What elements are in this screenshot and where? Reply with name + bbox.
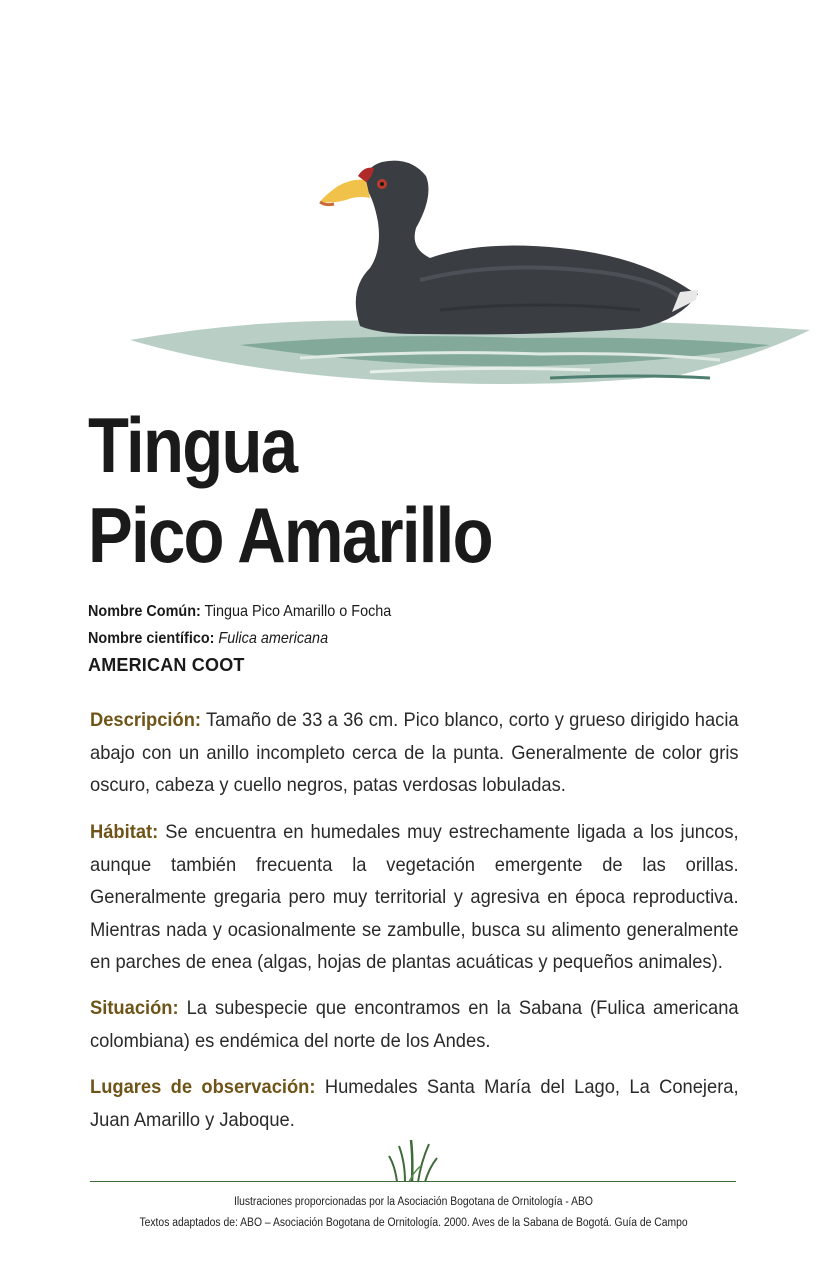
- section-label: Situación:: [90, 997, 179, 1019]
- section-status: [90, 992, 739, 1057]
- scientific-name-value: Fulica americana: [218, 630, 329, 647]
- footer-divider: [90, 1181, 736, 1182]
- section-text: La subespecie que encontramos en la Sabana (Fulica americana colombiana) es endémica del norte de los Andes.: [90, 997, 739, 1052]
- footer-credit-texts: Textos adaptados de: ABO – Asociación Bogotana de Ornitología. 2000. Aves de la Sabana de Bogotá. Guía de Campo: [139, 1217, 688, 1229]
- american-coot-illustration: [120, 140, 820, 400]
- title-line-2: Pico Amarillo: [88, 491, 492, 579]
- grass-icon: [385, 1136, 443, 1184]
- coot-body: [356, 161, 698, 335]
- section-text: Humedales Santa María del Lago, La Conejera, Juan Amarillo y Jaboque.: [90, 1076, 739, 1131]
- common-name-row: [88, 598, 391, 625]
- footer-credit-illustrations: Ilustraciones proporcionadas por la Asociación Bogotana de Ornitología - ABO: [233, 1196, 594, 1208]
- scientific-name-label: Nombre científico:: [88, 630, 215, 647]
- title-line-1: Tingua: [88, 401, 297, 489]
- common-name-label: Nombre Común:: [88, 603, 201, 620]
- species-names: [88, 598, 425, 679]
- section-description: [90, 704, 739, 802]
- english-name: AMERICAN COOT: [88, 655, 245, 675]
- section-label: Descripción:: [90, 709, 202, 731]
- section-label: Lugares de observación:: [90, 1076, 316, 1098]
- section-text: Se encuentra en humedales muy estrechamente ligada a los juncos, aunque también frecuenta la vegetación emergente de las orillas. Generalmente gregaria pero muy territorial y agresiva en época reproductiva. Mientras nada y ocasionalmente se zambulle, busca su alimento generalmente en parches de enea (algas, hojas de plantas acuáticas y pequeños animales).: [90, 821, 739, 973]
- common-name-value: Tingua Pico Amarillo o Focha: [204, 603, 392, 620]
- page-title: [88, 400, 492, 580]
- section-observation-places: [90, 1071, 739, 1136]
- section-label: Hábitat:: [90, 821, 159, 843]
- section-habitat: [90, 816, 739, 979]
- scientific-name-row: [88, 625, 391, 652]
- section-text: Tamaño de 33 a 36 cm. Pico blanco, corto y grueso dirigido hacia abajo con un anillo incompleto cerca de la punta. Generalmente de color gris oscuro, cabeza y cuello negros, patas verdosas lobuladas.: [90, 709, 739, 796]
